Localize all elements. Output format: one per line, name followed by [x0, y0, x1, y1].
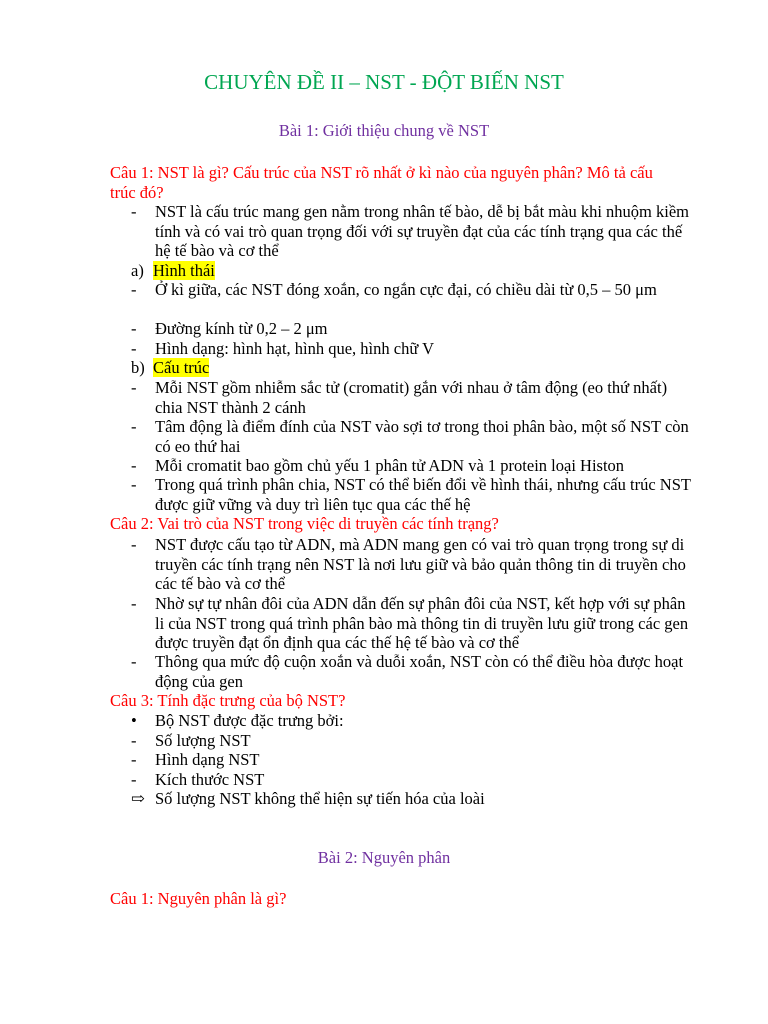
dash-marker: -: [131, 456, 137, 475]
lesson-1-question-2: Câu 2: Vai trò của NST trong việc di truyền các tính trạng?: [110, 514, 499, 533]
dash-marker: -: [131, 750, 137, 769]
lesson-1-question-3: Câu 3: Tính đặc trưng của bộ NST?: [110, 691, 346, 710]
list-item-text: Kích thước NST: [155, 770, 265, 789]
lesson-2-title: Bài 2: Nguyên phân: [317, 848, 451, 867]
lesson-2-question-1: Câu 1: Nguyên phân là gì?: [110, 889, 287, 908]
dash-marker: -: [131, 475, 137, 494]
lesson-1-title: Bài 1: Giới thiệu chung về NST: [278, 121, 490, 140]
dash-marker: -: [131, 731, 137, 750]
list-item-text: Thông qua mức độ cuộn xoắn và duỗi xoắn, NST còn có thể điều hòa được hoạt động của gen: [155, 652, 684, 691]
section-marker: a): [131, 261, 144, 280]
bullet-marker: •: [131, 711, 137, 730]
document-title: CHUYÊN ĐỀ II – NST - ĐỘT BIẾN NST: [204, 70, 564, 94]
section-marker: b): [131, 358, 145, 377]
list-item: [131, 280, 691, 300]
dash-marker: -: [131, 339, 137, 358]
list-item: [131, 652, 691, 691]
dash-marker: -: [131, 378, 137, 397]
list-item-text: Số lượng NST: [155, 731, 251, 750]
list-item: [131, 594, 691, 653]
list-item-text: Số lượng NST không thể hiện sự tiến hóa của loài: [155, 789, 485, 808]
list-item-text: Ở kì giữa, các NST đóng xoắn, co ngắn cực đại, có chiều dài từ 0,5 – 50 μm: [155, 280, 657, 299]
list-item: [131, 202, 691, 261]
list-item: [131, 750, 691, 770]
arrow-icon: ⇨: [131, 789, 145, 808]
list-item-text: Hình dạng: hình hạt, hình que, hình chữ V: [155, 339, 435, 358]
list-item: [131, 417, 691, 456]
list-item-text: Trong quá trình phân chia, NST có thể biến đổi về hình thái, nhưng cấu trúc NST được giữ vững và duy trì liên tục qua các thế hệ: [155, 475, 691, 514]
dash-marker: -: [131, 319, 137, 338]
dash-marker: -: [131, 770, 137, 789]
list-item: [131, 339, 691, 359]
section-b-label: Cấu trúc: [153, 358, 210, 377]
list-item: [131, 731, 691, 751]
dash-marker: -: [131, 417, 137, 436]
dash-marker: -: [131, 535, 137, 554]
section-a-label: Hình thái: [153, 261, 215, 280]
list-item-text: Mỗi cromatit bao gồm chủ yếu 1 phân tử ADN và 1 protein loại Histon: [155, 456, 625, 475]
dash-marker: -: [131, 202, 137, 221]
lesson-1-question-1: Câu 1: NST là gì? Cấu trúc của NST rõ nhất ở kì nào của nguyên phân? Mô tả cấu trúc đó?: [110, 163, 653, 202]
list-item-text: Đường kính từ 0,2 – 2 μm: [155, 319, 328, 338]
list-item: [131, 475, 691, 514]
section-a-heading: [131, 261, 691, 281]
list-item: [131, 770, 691, 790]
list-item: [131, 711, 691, 731]
dash-marker: -: [131, 594, 137, 613]
list-item: [131, 535, 691, 594]
list-item: [131, 789, 691, 809]
list-item-text: NST là cấu trúc mang gen nằm trong nhân tế bào, dễ bị bắt màu khi nhuộm kiềm tính và có vai trò quan trọng đối với sự truyền đạt của các tính trạng qua các thế hệ tế bào và cơ thể: [155, 202, 689, 260]
list-item: [131, 378, 691, 417]
list-item: [131, 456, 691, 476]
list-item: [131, 319, 691, 339]
dash-marker: -: [131, 652, 137, 671]
list-item-text: Hình dạng NST: [155, 750, 260, 769]
dash-marker: -: [131, 280, 137, 299]
section-b-heading: [131, 358, 691, 378]
list-item-text: NST được cấu tạo từ ADN, mà ADN mang gen có vai trò quan trọng trong sự di truyền các tính trạng nên NST là nơi lưu giữ và bảo quản thông tin di truyền cho các tế bào và cơ thể: [155, 535, 686, 593]
list-item-text: Tâm động là điểm đính của NST vào sợi tơ trong thoi phân bào, một số NST còn có eo thứ hai: [155, 417, 689, 456]
list-item-text: Nhờ sự tự nhân đôi của ADN dẫn đến sự phân đôi của NST, kết hợp với sự phân li của NST trong quá trình phân bào mà thông tin di truyền lưu giữ trong các gen được truyền đạt ổn định qua các thế hệ tế bào và cơ thể: [155, 594, 689, 652]
list-item-text: Mỗi NST gồm nhiễm sắc tử (cromatit) gắn với nhau ở tâm động (eo thứ nhất) chia NST thành 2 cánh: [155, 378, 668, 417]
list-item-text: Bộ NST được đặc trưng bởi:: [155, 711, 344, 730]
